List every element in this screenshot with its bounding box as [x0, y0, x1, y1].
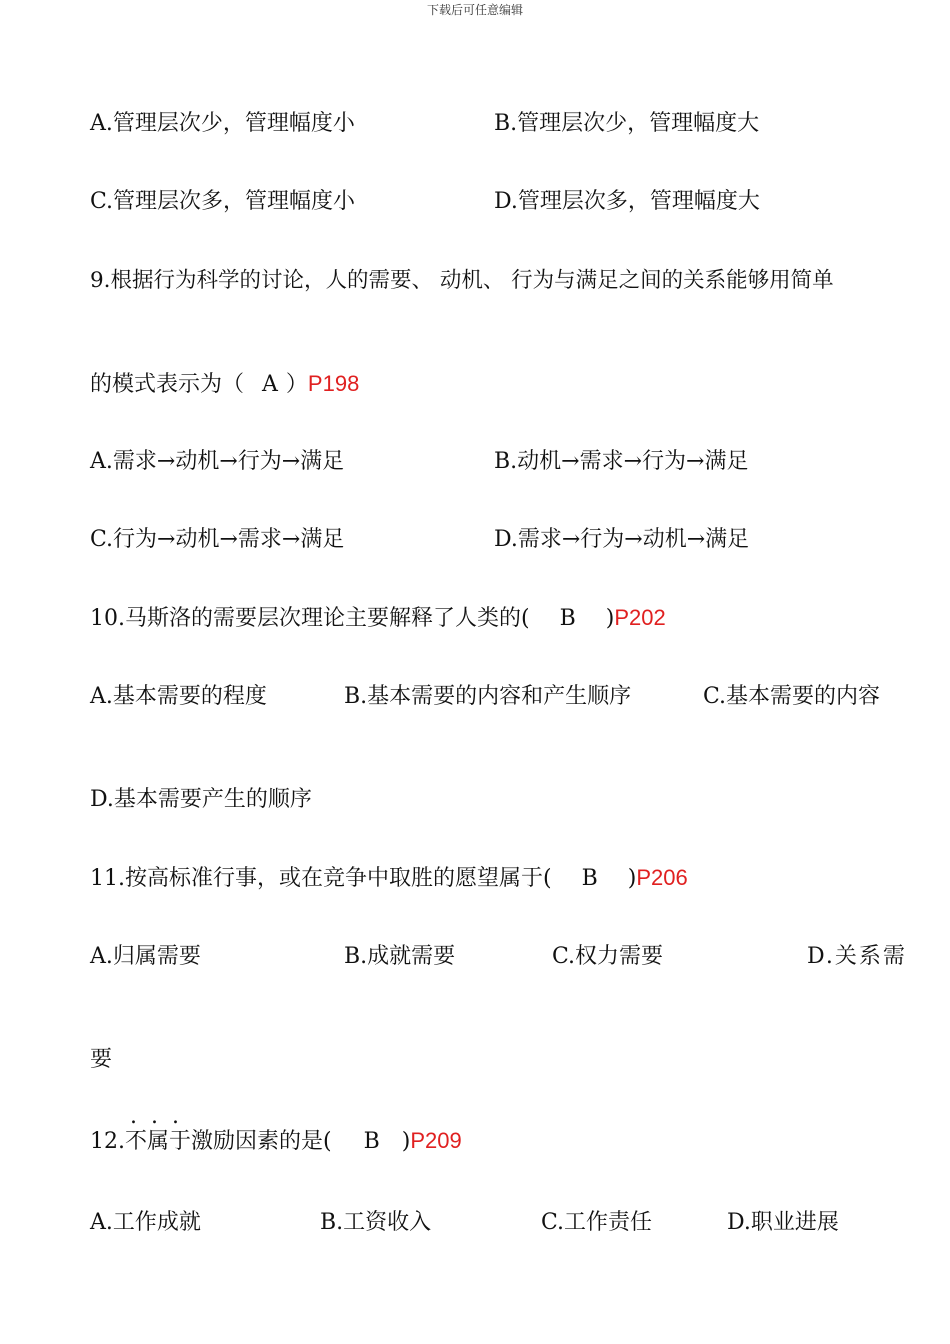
q11-stem [90, 865, 688, 892]
q12-answer: B [363, 1129, 380, 1154]
q11-option-d: D.关系需 [807, 944, 907, 969]
q9-stem-line2 [90, 371, 359, 398]
q11-option-d-continued: 要 [90, 1047, 113, 1072]
q8-option-d: D.管理层次多，管理幅度大 [494, 189, 760, 214]
q8-option-c: C.管理层次多，管理幅度小 [90, 189, 356, 214]
q12-option-c: C.工作责任 [541, 1210, 653, 1235]
q9-option-d: D.需求→行为→动机→满足 [494, 527, 750, 552]
q9-stem-line1: 9.根据行为科学的讨论，人的需要、 动机、 行为与满足之间的关系能够用简单 [90, 268, 834, 293]
q12-option-b: B.工资收入 [320, 1210, 432, 1235]
q11-option-b: B.成就需要 [344, 944, 456, 969]
q9-option-a: A.需求→动机→行为→满足 [90, 449, 345, 474]
q9-close: ） [285, 372, 308, 397]
q8-option-a: A.管理层次少，管理幅度小 [90, 111, 355, 136]
q10-option-b: B.基本需要的内容和产生顺序 [344, 684, 632, 709]
q9-stem-text: 的模式表示为（ [90, 372, 245, 397]
q9-option-b: B.动机→需求→行为→满足 [494, 449, 749, 474]
page-header: 下载后可任意编辑 [426, 3, 523, 17]
q12-option-d: D.职业进展 [727, 1210, 839, 1235]
q10-page-ref: P202 [614, 605, 666, 630]
q12-emphasis-dots: ... [130, 1104, 193, 1129]
q11-answer: B [581, 866, 598, 891]
q10-option-a: A.基本需要的程度 [90, 684, 267, 709]
q11-option-a: A.归属需要 [90, 944, 201, 969]
q12-page-ref: P209 [410, 1128, 462, 1153]
q10-option-d: D.基本需要产生的顺序 [90, 787, 312, 812]
q9-option-c: C.行为→动机→需求→满足 [90, 527, 345, 552]
q11-close: ) [627, 866, 637, 891]
q11-stem-text: 11.按高标准行事，或在竞争中取胜的愿望属于( [90, 866, 552, 891]
q8-option-b: B.管理层次少，管理幅度大 [494, 111, 760, 136]
q11-page-ref: P206 [636, 865, 688, 890]
q9-page-ref: P198 [307, 371, 360, 396]
q11-option-c: C.权力需要 [552, 944, 664, 969]
q12-close: ) [401, 1129, 411, 1154]
q12-option-a: A.工作成就 [90, 1210, 201, 1235]
q10-stem-text: 10.马斯洛的需要层次理论主要解释了人类的( [90, 606, 530, 631]
q10-close: ) [605, 606, 615, 631]
q10-stem [90, 605, 666, 632]
q9-answer: A [262, 372, 278, 397]
q12-stem [90, 1128, 462, 1155]
q10-answer: B [559, 606, 576, 631]
q10-option-c: C.基本需要的内容 [703, 684, 881, 709]
q12-stem-text: 12.不属于激励因素的是( [90, 1129, 332, 1154]
